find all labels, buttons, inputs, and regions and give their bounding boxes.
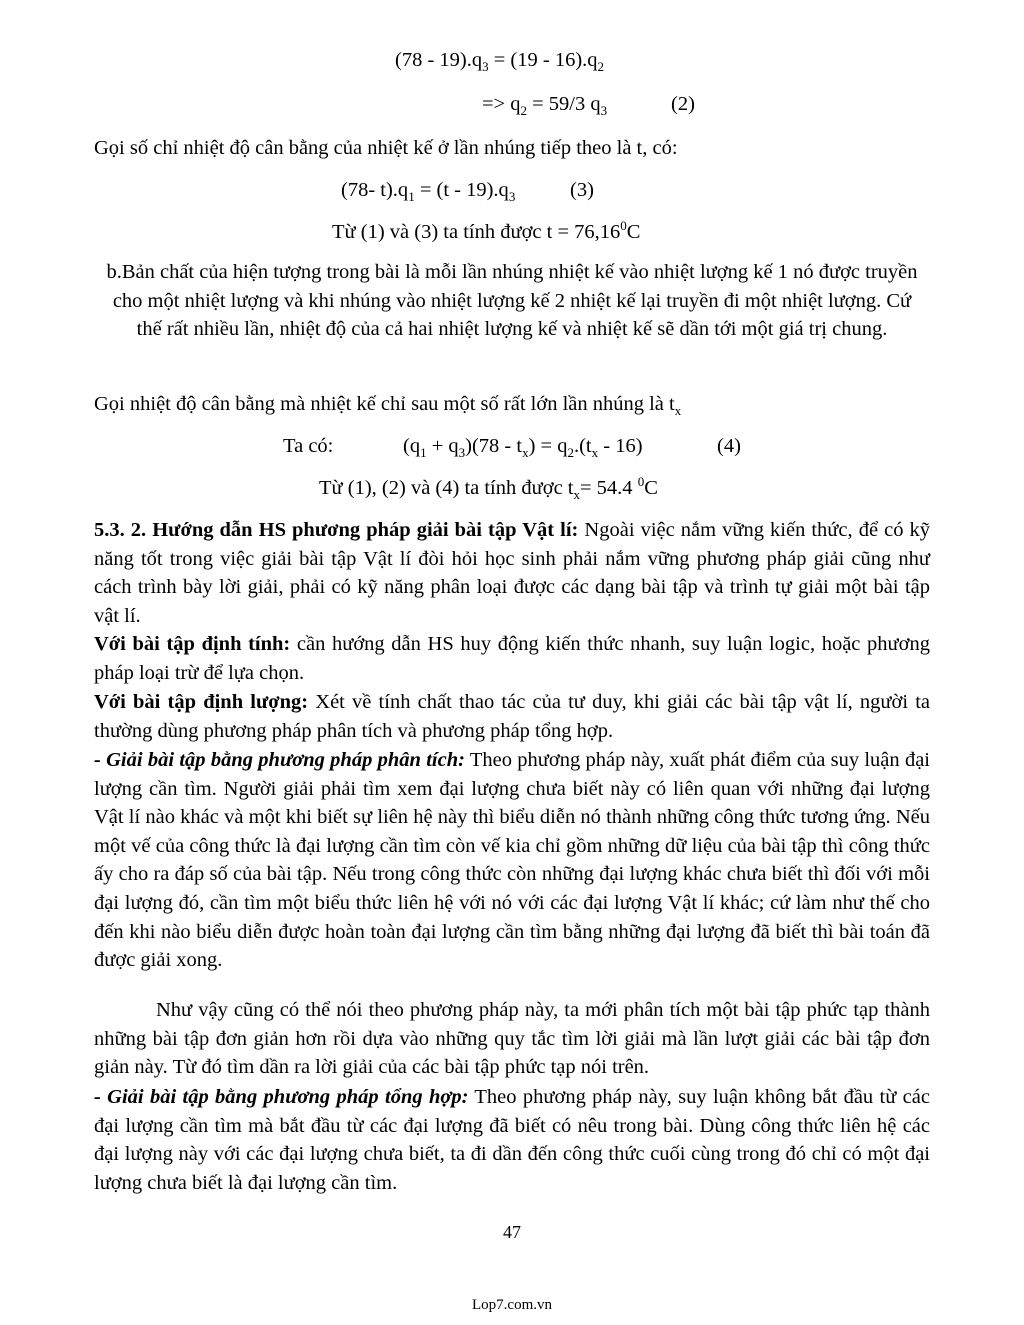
eq4-part: - 16) (598, 435, 643, 457)
text-line-tx (94, 390, 681, 418)
phan-tich-label: - Giải bài tập bằng phương pháp phân tích: (94, 749, 465, 771)
dinh-luong-label: Với bài tập định lượng: (94, 691, 309, 713)
eq3-rhs: = (t - 19).q (414, 179, 509, 201)
paragraph-nhu-vay: Như vậy cũng có thể nói theo phương pháp này, ta mới phân tích một bài tập phức tạp thành những bài tập đơn giản hơn rồi dựa vào những quy tắc tìm lời giải mà lần lượt giải các bài tập đơn giản này. Từ đó tìm dần ra lời giải của các bài tập phức tạp nói trên. (94, 999, 930, 1079)
result-t-text: Từ (1) và (3) ta tính được t = 76,16 (332, 221, 621, 243)
dinh-luong-text: Xét về tính chất thao tác của tư duy, khi giải các bài tập vật lí, người ta thường dùng phương pháp phân tích và phương pháp tổng hợp. (94, 691, 930, 742)
section-heading: 5.3. 2. Hướng dẫn HS phương pháp giải bài tập Vật lí: (94, 519, 579, 541)
eq4-sub: x (522, 445, 529, 461)
eq1-lhs: (78 - 19).q (395, 49, 483, 71)
result-t-unit: C (626, 221, 641, 243)
result-t (332, 218, 640, 246)
eq4-part: ) = q (528, 435, 568, 457)
result-tx-sub: x (573, 487, 580, 503)
equation-4-label: Ta có: (283, 435, 334, 457)
result-tx (319, 474, 658, 502)
dinh-tinh-label: Với bài tập định tính: (94, 633, 291, 655)
eq4-sub: 2 (567, 445, 574, 461)
result-tx-degree: 0 (637, 474, 645, 490)
result-t-degree: 0 (620, 218, 627, 234)
eq4-part: (q (403, 435, 421, 457)
paragraph-dinh-tinh (94, 630, 930, 687)
equation-3 (341, 176, 515, 204)
result-tx-text: Từ (1), (2) và (4) ta tính được t (319, 477, 574, 499)
equation-4-number: (4) (717, 435, 741, 457)
eq2-rhs-sub: 3 (600, 103, 608, 119)
result-tx-value: = 54.4 (580, 477, 638, 499)
eq1-rhs-sub: 2 (597, 59, 605, 75)
equation-3-number: (3) (570, 179, 594, 201)
eq4-part: )(78 - t (465, 435, 523, 457)
equation-2 (482, 90, 607, 118)
text-line-tx-sub: x (674, 403, 682, 419)
eq4-sub: x (591, 445, 599, 461)
eq3-rhs-sub: 3 (508, 189, 516, 205)
paragraph-tong-hop (94, 1083, 930, 1197)
text-line-t: Gọi số chỉ nhiệt độ cân bằng của nhiệt kế ở lần nhúng tiếp theo là t, có: (94, 137, 678, 159)
page-number: 47 (503, 1222, 521, 1242)
result-tx-unit: C (644, 477, 658, 499)
equation-1 (395, 46, 604, 74)
section-text: Ngoài việc nắm vững kiến thức, để có kỹ năng tốt trong việc giải bài tập Vật lí đòi hỏi học sinh phải nắm vững phương pháp giải cũng như cách trình bày lời giải, phải có kỹ năng phân loại được các dạng bài tập và trình tự giải một bài tập vật lí. (94, 519, 931, 627)
footer-site: Lop7.com.vn (472, 1297, 552, 1313)
phan-tich-text: Theo phương pháp này, xuất phát điểm của suy luận đại lượng cần tìm. Người giải phải tìm xem đại lượng chưa biết này có liên quan với những đại lượng Vật lí nào khác và một khi biết sự liên hệ này thì biểu diễn nó thành những công thức tương ứng. Nếu một vế của công thức là đại lượng cần tìm còn vế kia chỉ gồm những dữ liệu của bài tập thì công thức ấy cho ra đáp số của bài tập. Nếu trong công thức còn những đại lượng khác chưa biết thì đối với mỗi đại lượng đó, cần tìm một biểu thức liên hệ với nó với các đại lượng Vật lí khác; cứ làm như thế cho đến khi nào biểu diễn được hoàn toàn đại lượng cần tìm bằng những đại lượng đã biết thì bài toán đã được giải xong. (94, 749, 930, 972)
eq2-rhs: = 59/3 q (527, 93, 601, 115)
eq1-rhs: = (19 - 16).q (488, 49, 598, 71)
tong-hop-label: - Giải bài tập bằng phương pháp tổng hợp: (94, 1086, 469, 1108)
eq4-sub: 1 (420, 445, 427, 461)
text-line-tx-text: Gọi nhiệt độ cân bằng mà nhiệt kế chỉ sau một số rất lớn lần nhúng là t (94, 393, 675, 415)
paragraph-b: b.Bản chất của hiện tượng trong bài là mỗi lần nhúng nhiệt kế vào nhiệt lượng kế 1 nó được truyền cho một nhiệt lượng và khi nhúng vào nhiệt lượng kế 2 nhiệt kế lại truyền đi một nhiệt lượng. Cứ thế rất nhiều lần, nhiệt độ của cả hai nhiệt lượng kế và nhiệt kế sẽ dần tới một giá trị chung. (106, 261, 918, 341)
paragraph-phan-tich (94, 746, 930, 975)
eq4-part: .(t (573, 435, 592, 457)
equation-4 (403, 432, 643, 460)
tong-hop-text: Theo phương pháp này, suy luận không bắt đầu từ các đại lượng cần tìm mà bắt đầu từ các đại lượng đã biết có nêu trong bài. Dùng công thức liên hệ các đại lượng này với các đại lượng chưa biết, ta đi dần đến công thức cuối cùng trong đó chỉ có một đại lượng chưa biết là đại lượng cần tìm. (94, 1086, 930, 1194)
eq1-lhs-sub: 3 (482, 59, 489, 75)
eq2-lhs-sub: 2 (520, 103, 527, 119)
paragraph-dinh-luong (94, 688, 930, 745)
eq4-part: + q (426, 435, 459, 457)
section-5-3-2 (94, 516, 930, 630)
eq2-lhs: => q (482, 93, 521, 115)
dinh-tinh-text: cần hướng dẫn HS huy động kiến thức nhanh, suy luận logic, hoặc phương pháp loại trừ để lựa chọn. (94, 633, 930, 684)
eq4-sub: 3 (458, 445, 466, 461)
eq3-lhs-sub: 1 (408, 189, 415, 205)
eq3-lhs: (78- t).q (341, 179, 409, 201)
equation-2-number: (2) (671, 93, 695, 115)
